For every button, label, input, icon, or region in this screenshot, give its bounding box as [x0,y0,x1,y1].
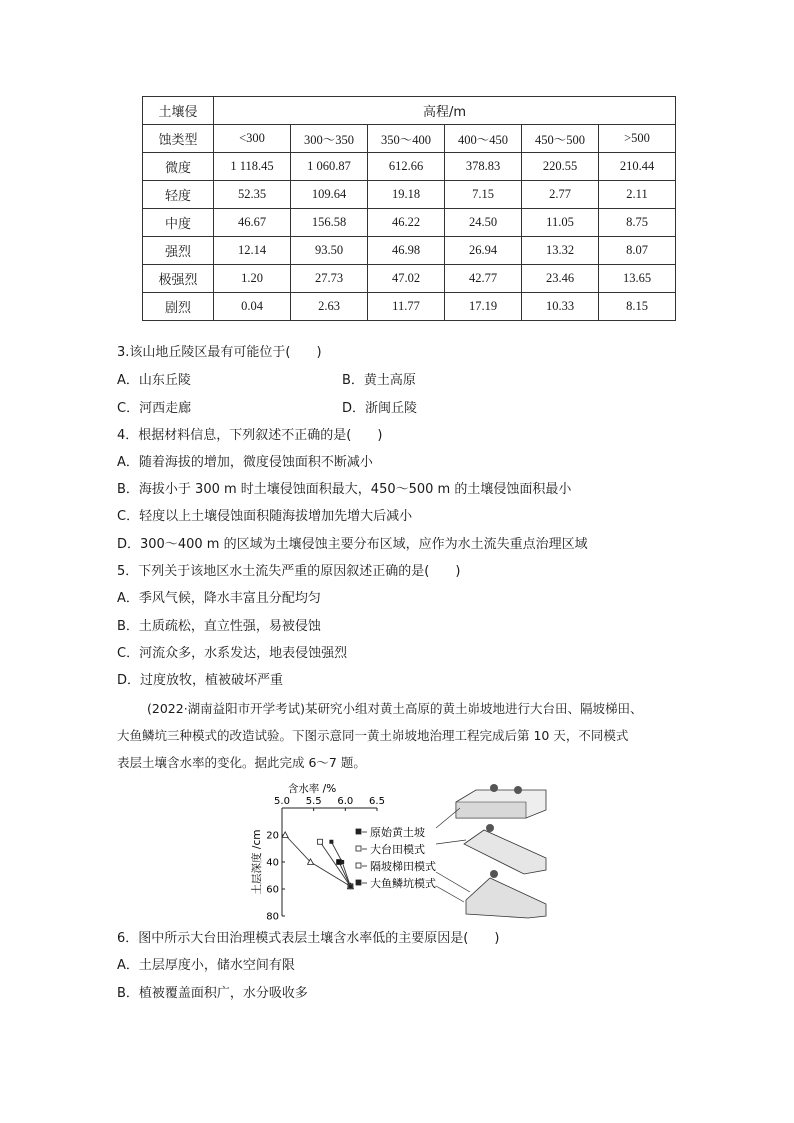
question-6-stem: 6．图中所示大台田治理模式表层土壤含水率低的主要原因是( ) [117,931,500,946]
column-header: >500 [599,125,676,153]
table-cell: 26.94 [445,237,522,265]
table-cell: 2.11 [599,181,676,209]
table-cell: 27.73 [291,265,368,293]
table-cell: 0.04 [214,293,291,321]
table-cell: 10.33 [522,293,599,321]
x-axis-label: 含水率 /% [287,783,337,795]
table-row [143,265,676,293]
table-cell: 109.64 [291,181,368,209]
table-row [143,237,676,265]
column-header: 450～500 [522,125,599,153]
row-label: 极强烈 [143,265,214,293]
column-header: 350～400 [368,125,445,153]
legend-label: 大鱼鳞坑模式 [370,877,436,890]
legend-label: 原始黄土坡 [370,826,425,839]
row-label: 微度 [143,153,214,181]
table-cell: 11.77 [368,293,445,321]
row-label: 剧烈 [143,293,214,321]
column-header: 300～350 [291,125,368,153]
row-label: 中度 [143,209,214,237]
table-cell: 378.83 [445,153,522,181]
x-tick-label: 5.5 [305,796,322,807]
q3-option-d: D．浙闽丘陵 [342,401,418,416]
table-row [143,181,676,209]
intro-line-1: (2022·湖南益阳市开学考试)某研究小组对黄土高原的黄土峁坡地进行大台田、隔坡梯田、 [147,701,643,716]
legend-label: 隔坡梯田模式 [370,860,436,873]
data-point [329,840,333,844]
table-cell: 220.55 [522,153,599,181]
column-header: 400～450 [445,125,522,153]
table-cell: 93.50 [291,237,368,265]
fish-scale-pit-sketch [466,870,546,918]
column-header: <300 [214,125,291,153]
q5-option-b: B．土质疏松，直立性强，易被侵蚀 [117,619,321,634]
table-cell: 12.14 [214,237,291,265]
question-5-stem: 5．下列关于该地区水土流失严重的原因叙述正确的是( ) [117,564,461,579]
table-cell: 210.44 [599,153,676,181]
x-tick-label: 6.5 [369,796,385,807]
y-tick-label: 80 [266,911,279,922]
y-tick-label: 20 [266,830,279,842]
q5-option-c: C．河流众多，水系发达，地表侵蚀强烈 [117,646,348,661]
tree-icon [490,870,498,878]
question-4-stem: 4．根据材料信息，下列叙述不正确的是( ) [117,428,383,443]
table-cell: 8.75 [599,209,676,237]
row-label: 轻度 [143,181,214,209]
table-cell: 47.02 [368,265,445,293]
question-3-stem: 3.该山地丘陵区最有可能位于( ) [117,345,322,360]
x-tick-label: 5.0 [274,796,290,807]
table-cell: 1.20 [214,265,291,293]
tree-icon [490,784,498,792]
table-cell: 7.15 [445,181,522,209]
q5-option-a: A．季风气候，降水丰富且分配均匀 [117,591,321,606]
table-cell: 1 060.87 [291,153,368,181]
q4-option-b: B．海拔小于 300 m 时土壤侵蚀面积最大，450～500 m 的土壤侵蚀面积最小 [117,482,572,497]
table-cell: 612.66 [368,153,445,181]
q6-option-b: B．植被覆盖面积广，水分吸收多 [117,986,308,1001]
y-tick-label: 40 [266,857,279,869]
y-tick-label: 60 [266,884,279,896]
table-cell: 2.63 [291,293,368,321]
erosion-table [142,96,676,321]
legend-label: 大台田模式 [370,843,425,856]
intro-line-2: 大鱼鳞坑三种模式的改造试验。下图示意同一黄土峁坡地治理工程完成后第 10 天，不同模式 [117,728,629,743]
q4-option-d: D．300～400 m 的区域为土壤侵蚀主要分布区域，应作为水土流失重点治理区域 [117,537,588,552]
data-point [318,839,323,844]
table-cell: 1 118.45 [214,153,291,181]
table-row [143,209,676,237]
table-cell: 8.07 [599,237,676,265]
table-cell: 13.65 [599,265,676,293]
table-corner-top: 土壤侵 [143,97,214,125]
soil-moisture-figure [246,782,556,922]
table-cell: 11.05 [522,209,599,237]
moisture-chart [250,782,385,922]
legend-marker [356,829,361,834]
q4-option-a: A．随着海拔的增加，微度侵蚀面积不断减小 [117,455,373,470]
table-cell: 8.15 [599,293,676,321]
table-corner-bottom: 蚀类型 [143,125,214,153]
tree-icon [486,824,494,832]
table-cell: 24.50 [445,209,522,237]
y-axis-label: 土层深度 /cm [251,829,263,895]
q3-option-a: A．山东丘陵 [117,373,191,388]
table-cell: 46.98 [368,237,445,265]
q5-option-d: D．过度放牧，植被破坏严重 [117,673,284,688]
table-cell: 52.35 [214,181,291,209]
elevation-header: 高程/m [214,97,676,125]
x-tick-label: 6.0 [337,796,354,807]
terrace-field-sketch [464,824,546,874]
table-cell: 17.19 [445,293,522,321]
tree-icon [514,786,522,794]
table-cell: 156.58 [291,209,368,237]
q6-option-a: A．土层厚度小，储水空间有限 [117,958,295,973]
table-row [143,153,676,181]
legend-marker [356,846,361,851]
table-cell: 2.77 [522,181,599,209]
original-slope-sketch [456,784,546,818]
row-label: 强烈 [143,237,214,265]
chart-legend [356,825,436,890]
intro-line-3: 表层土壤含水率的变化。据此完成 6～7 题。 [117,755,366,770]
data-point [340,860,344,864]
table-cell: 19.18 [368,181,445,209]
legend-marker [356,863,361,868]
table-cell: 42.77 [445,265,522,293]
table-cell: 13.32 [522,237,599,265]
table-row [143,293,676,321]
table-cell: 46.67 [214,209,291,237]
data-point [348,884,352,888]
q3-option-b: B．黄土高原 [342,373,416,388]
terrain-sketches [436,784,546,918]
legend-marker [356,880,361,885]
table-cell: 46.22 [368,209,445,237]
q3-option-c: C．河西走廊 [117,401,192,416]
q4-option-c: C．轻度以上土壤侵蚀面积随海拔增加先增大后减小 [117,509,413,524]
table-cell: 23.46 [522,265,599,293]
